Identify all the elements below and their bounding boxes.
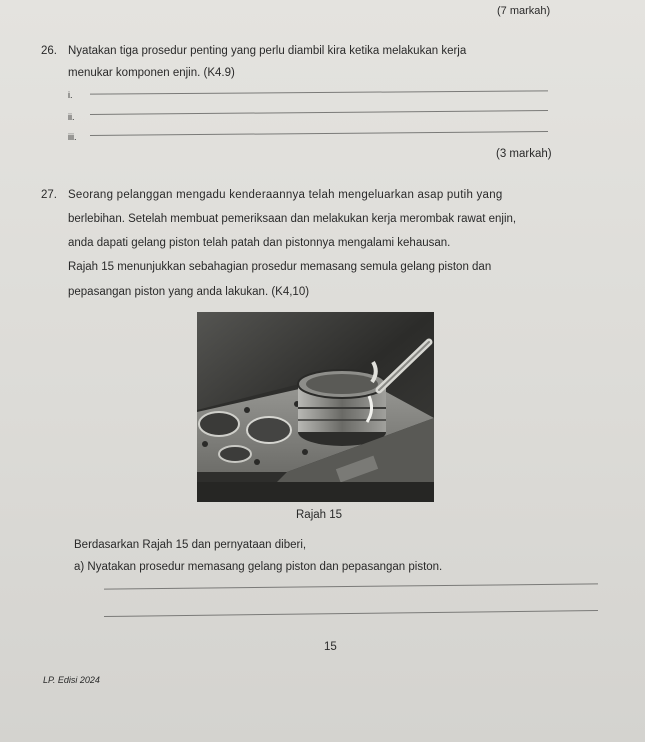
- q26-item-2-label: ii.: [68, 112, 75, 122]
- q27-text-line3: anda dapati gelang piston telah patah dan pistonnya mengalami kehausan.: [68, 237, 451, 249]
- q27-text-line5: pepasangan piston yang anda lakukan. (K4,10): [68, 286, 310, 298]
- q26-answer-line-2: [90, 110, 548, 115]
- q26-text-line2: menukar komponen enjin. (K4.9): [68, 67, 235, 79]
- q26-marks: (3 markah): [496, 148, 552, 160]
- piston-installation-illustration: [197, 312, 434, 502]
- page-number: 15: [324, 641, 337, 653]
- q26-answer-line-3: [90, 131, 548, 136]
- q26-number: 26.: [41, 45, 57, 57]
- q27-text-line2: berlebihan. Setelah membuat pemeriksaan dan melakukan kerja merombak rawat enjin,: [68, 213, 517, 225]
- part-a-answer-line-1: [104, 583, 598, 589]
- piston-top: [306, 374, 378, 394]
- q27-part-a: a) Nyatakan prosedur memasang gelang piston dan pepasangan piston.: [74, 561, 443, 573]
- footer-edition: LP. Edisi 2024: [43, 675, 100, 685]
- q27-text-line4: Rajah 15 menunjukkan sebahagian prosedur memasang semula gelang piston dan: [68, 261, 492, 273]
- cylinder-bore-2: [247, 417, 291, 443]
- q26-answer-line-1: [90, 90, 548, 94]
- q26-text-line1: Nyatakan tiga prosedur penting yang perlu diambil kira ketika melakukan kerja: [68, 45, 467, 57]
- cylinder-bore-1: [199, 412, 239, 436]
- q27-number: 27.: [41, 189, 57, 201]
- q26-item-3-label: iii.: [68, 132, 77, 142]
- q26-item-1-label: i.: [68, 90, 73, 100]
- marks-top: (7 markah): [497, 5, 551, 17]
- figure-caption: Rajah 15: [296, 509, 343, 521]
- part-a-answer-line-2: [104, 610, 598, 617]
- q27-text-line1: Seorang pelanggan mengadu kenderaannya telah mengeluarkan asap putih yang: [68, 189, 503, 201]
- q27-intro: Berdasarkan Rajah 15 dan pernyataan diberi,: [74, 539, 307, 551]
- piston-installation-photo: [197, 312, 434, 502]
